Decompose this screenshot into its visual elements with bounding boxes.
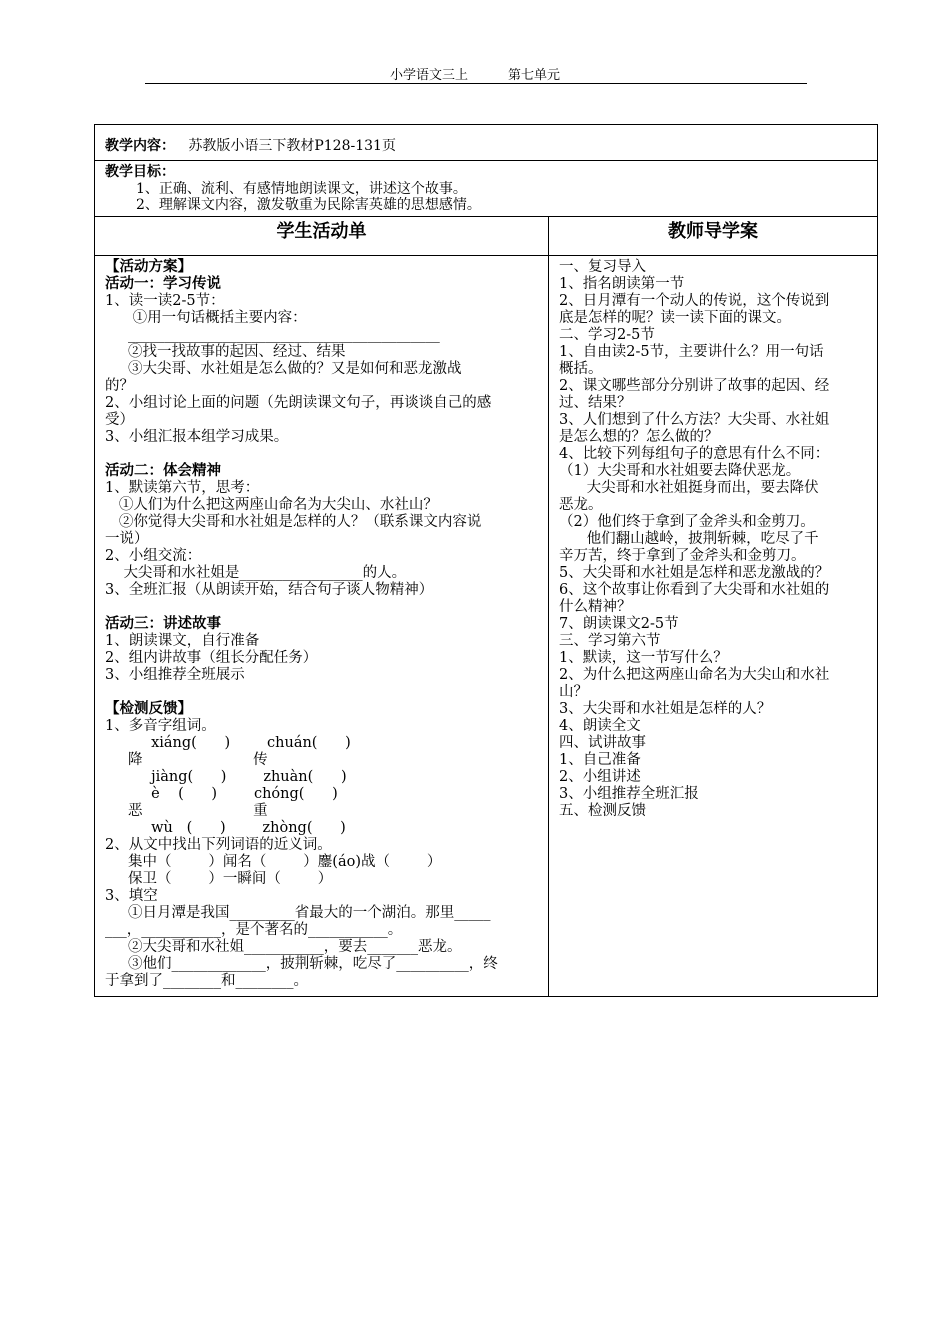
guide-line: 概括。 (559, 360, 603, 377)
activity-line: 的？ (105, 377, 134, 394)
guide-line: 1、自己准备 (559, 751, 641, 768)
activity-line: 集中（ ）闻名（ ）鏖(áo)战（ ） (105, 853, 442, 870)
guide-line: 2、课文哪些部分分别讲了故事的起因、经 (559, 377, 830, 394)
student-column-header: 学生活动单 (95, 216, 549, 255)
activity-line: 1、朗读课文，自行准备 (105, 632, 260, 649)
activity-line: 1、多音字组词。 (105, 717, 216, 734)
guide-line: 4、朗读全文 (559, 717, 641, 734)
activity-line: 大尖哥和水社姐是_________________的人。 (105, 564, 407, 581)
guide-line: 底是怎样的呢？读一读下面的课文。 (559, 309, 791, 326)
goals-row (95, 161, 878, 217)
activity-line: 3、全班汇报（从朗读开始，结合句子谈人物精神） (105, 581, 434, 598)
activity-line: 3、小组汇报本组学习成果。 (105, 428, 289, 445)
header-unit: 第七单元 (508, 68, 561, 83)
activity-line: 2、从文中找出下列词语的近义词。 (105, 836, 332, 853)
activity-line: ①日月潭是我国_________省最大的一个湖泊。那里_____ (105, 904, 491, 921)
goal-item: 2、理解课文内容，激发敬重为民除害英雄的思想感情。 (136, 197, 481, 213)
section-heading: 活动三：讲述故事 (105, 615, 221, 632)
activity-line: jiàng( ) zhuàn( ) (105, 768, 347, 785)
guide-line: 7、朗读课文2-5节 (559, 615, 679, 632)
activity-line: ②你觉得大尖哥和水社姐是怎样的人？（联系课文内容说 (105, 513, 482, 530)
guide-line: 辛万苦，终于拿到了金斧头和金剪刀。 (559, 547, 806, 564)
guide-line: 三、学习第六节 (559, 632, 661, 649)
activity-line: ③大尖哥、水社姐是怎么做的？又是如何和恶龙激战 (105, 360, 462, 377)
guide-line: 山？ (559, 683, 588, 700)
guide-line: 什么精神？ (559, 598, 632, 615)
activity-line: ①人们为什么把这两座山命名为大尖山、水社山？ (105, 496, 438, 513)
guide-line: 1、自由读2-5节，主要讲什么？用一句话 (559, 343, 824, 360)
section-heading: 【活动方案】 (105, 258, 192, 275)
guide-line: （2）他们终于拿到了金斧头和金剪刀。 (559, 513, 815, 530)
guide-line: 一、复习导入 (559, 258, 646, 275)
activity-line: 1、读一读2-5节： (105, 292, 225, 309)
activity-line: 2、小组讨论上面的问题（先朗读课文句子，再谈谈自己的感 (105, 394, 492, 411)
guide-line: 5、大尖哥和水社姐是怎样和恶龙激战的？ (559, 564, 830, 581)
guide-line: 是怎么想的？怎么做的？ (559, 428, 719, 445)
guide-line: 2、小组讲述 (559, 768, 641, 785)
activity-line: 3、小组推荐全班展示 (105, 666, 245, 683)
guide-line: 过、结果？ (559, 394, 632, 411)
guide-line: 2、为什么把这两座山命名为大尖山和水社 (559, 666, 830, 683)
activity-line: ___________________________________________ (105, 326, 440, 343)
guide-line: 1、默读，这一节写什么？ (559, 649, 728, 666)
guide-line: 五、检测反馈 (559, 802, 646, 819)
activity-line: 3、填空 (105, 887, 158, 904)
guide-line: 他们翻山越岭，披荆斩棘，吃尽了千 (559, 530, 819, 547)
student-activity-list (95, 256, 548, 990)
content-row (95, 125, 878, 161)
student-activity-cell (95, 255, 549, 996)
activity-line: ___，___________，是个著名的___________。 (105, 921, 403, 938)
activity-line (105, 684, 542, 701)
lesson-plan-table (94, 124, 878, 997)
activity-line: 降 传 (105, 751, 268, 768)
teacher-guide-list (549, 256, 877, 820)
activity-line (105, 446, 542, 463)
guide-line: 3、小组推荐全班汇报 (559, 785, 699, 802)
activity-line: 1、默读第六节，思考： (105, 479, 260, 496)
activity-line: 2、组内讲故事（组长分配任务） (105, 649, 318, 666)
section-heading: 【检测反馈】 (105, 700, 192, 717)
guide-line: 大尖哥和水社姐挺身而出，要去降伏 (559, 479, 819, 496)
section-heading: 活动二：体会精神 (105, 462, 221, 479)
activity-line: wù ( ) zhòng( ) (105, 819, 346, 836)
activity-line: 于拿到了________和________。 (105, 972, 308, 989)
guide-line: 3、大尖哥和水社姐是怎样的人？ (559, 700, 772, 717)
activity-line: è ( ) chóng( ) (105, 785, 338, 802)
header-rule (145, 83, 807, 84)
activity-line: ②大尖哥和水社姐___________，要去_______恶龙。 (105, 938, 462, 955)
activity-line: ③他们_____________，披荆斩棘，吃尽了__________，终 (105, 955, 498, 972)
header-subject: 小学语文三上 (389, 68, 468, 83)
content-label: 教学内容： (105, 138, 175, 154)
section-heading: 活动一：学习传说 (105, 275, 221, 292)
content-value: 苏教版小语三下教材P128-131页 (188, 138, 396, 154)
activity-line: 2、小组交流： (105, 547, 202, 564)
activity-line: ②找一找故事的起因、经过、结果 (105, 343, 346, 360)
goals-label: 教学目标： (105, 164, 175, 180)
goal-item: 1、正确、流利、有感情地朗读课文，讲述这个故事。 (136, 180, 467, 197)
teacher-guide-cell (549, 255, 878, 996)
guide-line: 四、试讲故事 (559, 734, 646, 751)
guide-line: 6、这个故事让你看到了大尖哥和水社姐的 (559, 581, 830, 598)
page-header (0, 64, 950, 83)
activity-line (105, 599, 542, 616)
guide-line: 二、学习2-5节 (559, 326, 655, 343)
activity-line: 恶 重 (105, 802, 268, 819)
guide-line: 4、比较下列每组句子的意思有什么不同： (559, 445, 830, 462)
activity-line: 一说） (105, 530, 149, 547)
guide-line: （1）大尖哥和水社姐要去降伏恶龙。 (559, 462, 801, 479)
activity-line: 保卫（ ）一瞬间（ ） (105, 870, 333, 887)
activity-line: xiáng( ) chuán( ) (105, 734, 351, 751)
activity-line: ①用一句话概括主要内容： (105, 309, 307, 326)
guide-line: 恶龙。 (559, 496, 603, 513)
guide-line: 2、日月潭有一个动人的传说，这个传说到 (559, 292, 830, 309)
activity-line: 受） (105, 411, 134, 428)
teacher-column-header: 教师导学案 (549, 216, 878, 255)
guide-line: 1、指名朗读第一节 (559, 275, 685, 292)
guide-line: 3、人们想到了什么方法？大尖哥、水社姐 (559, 411, 830, 428)
